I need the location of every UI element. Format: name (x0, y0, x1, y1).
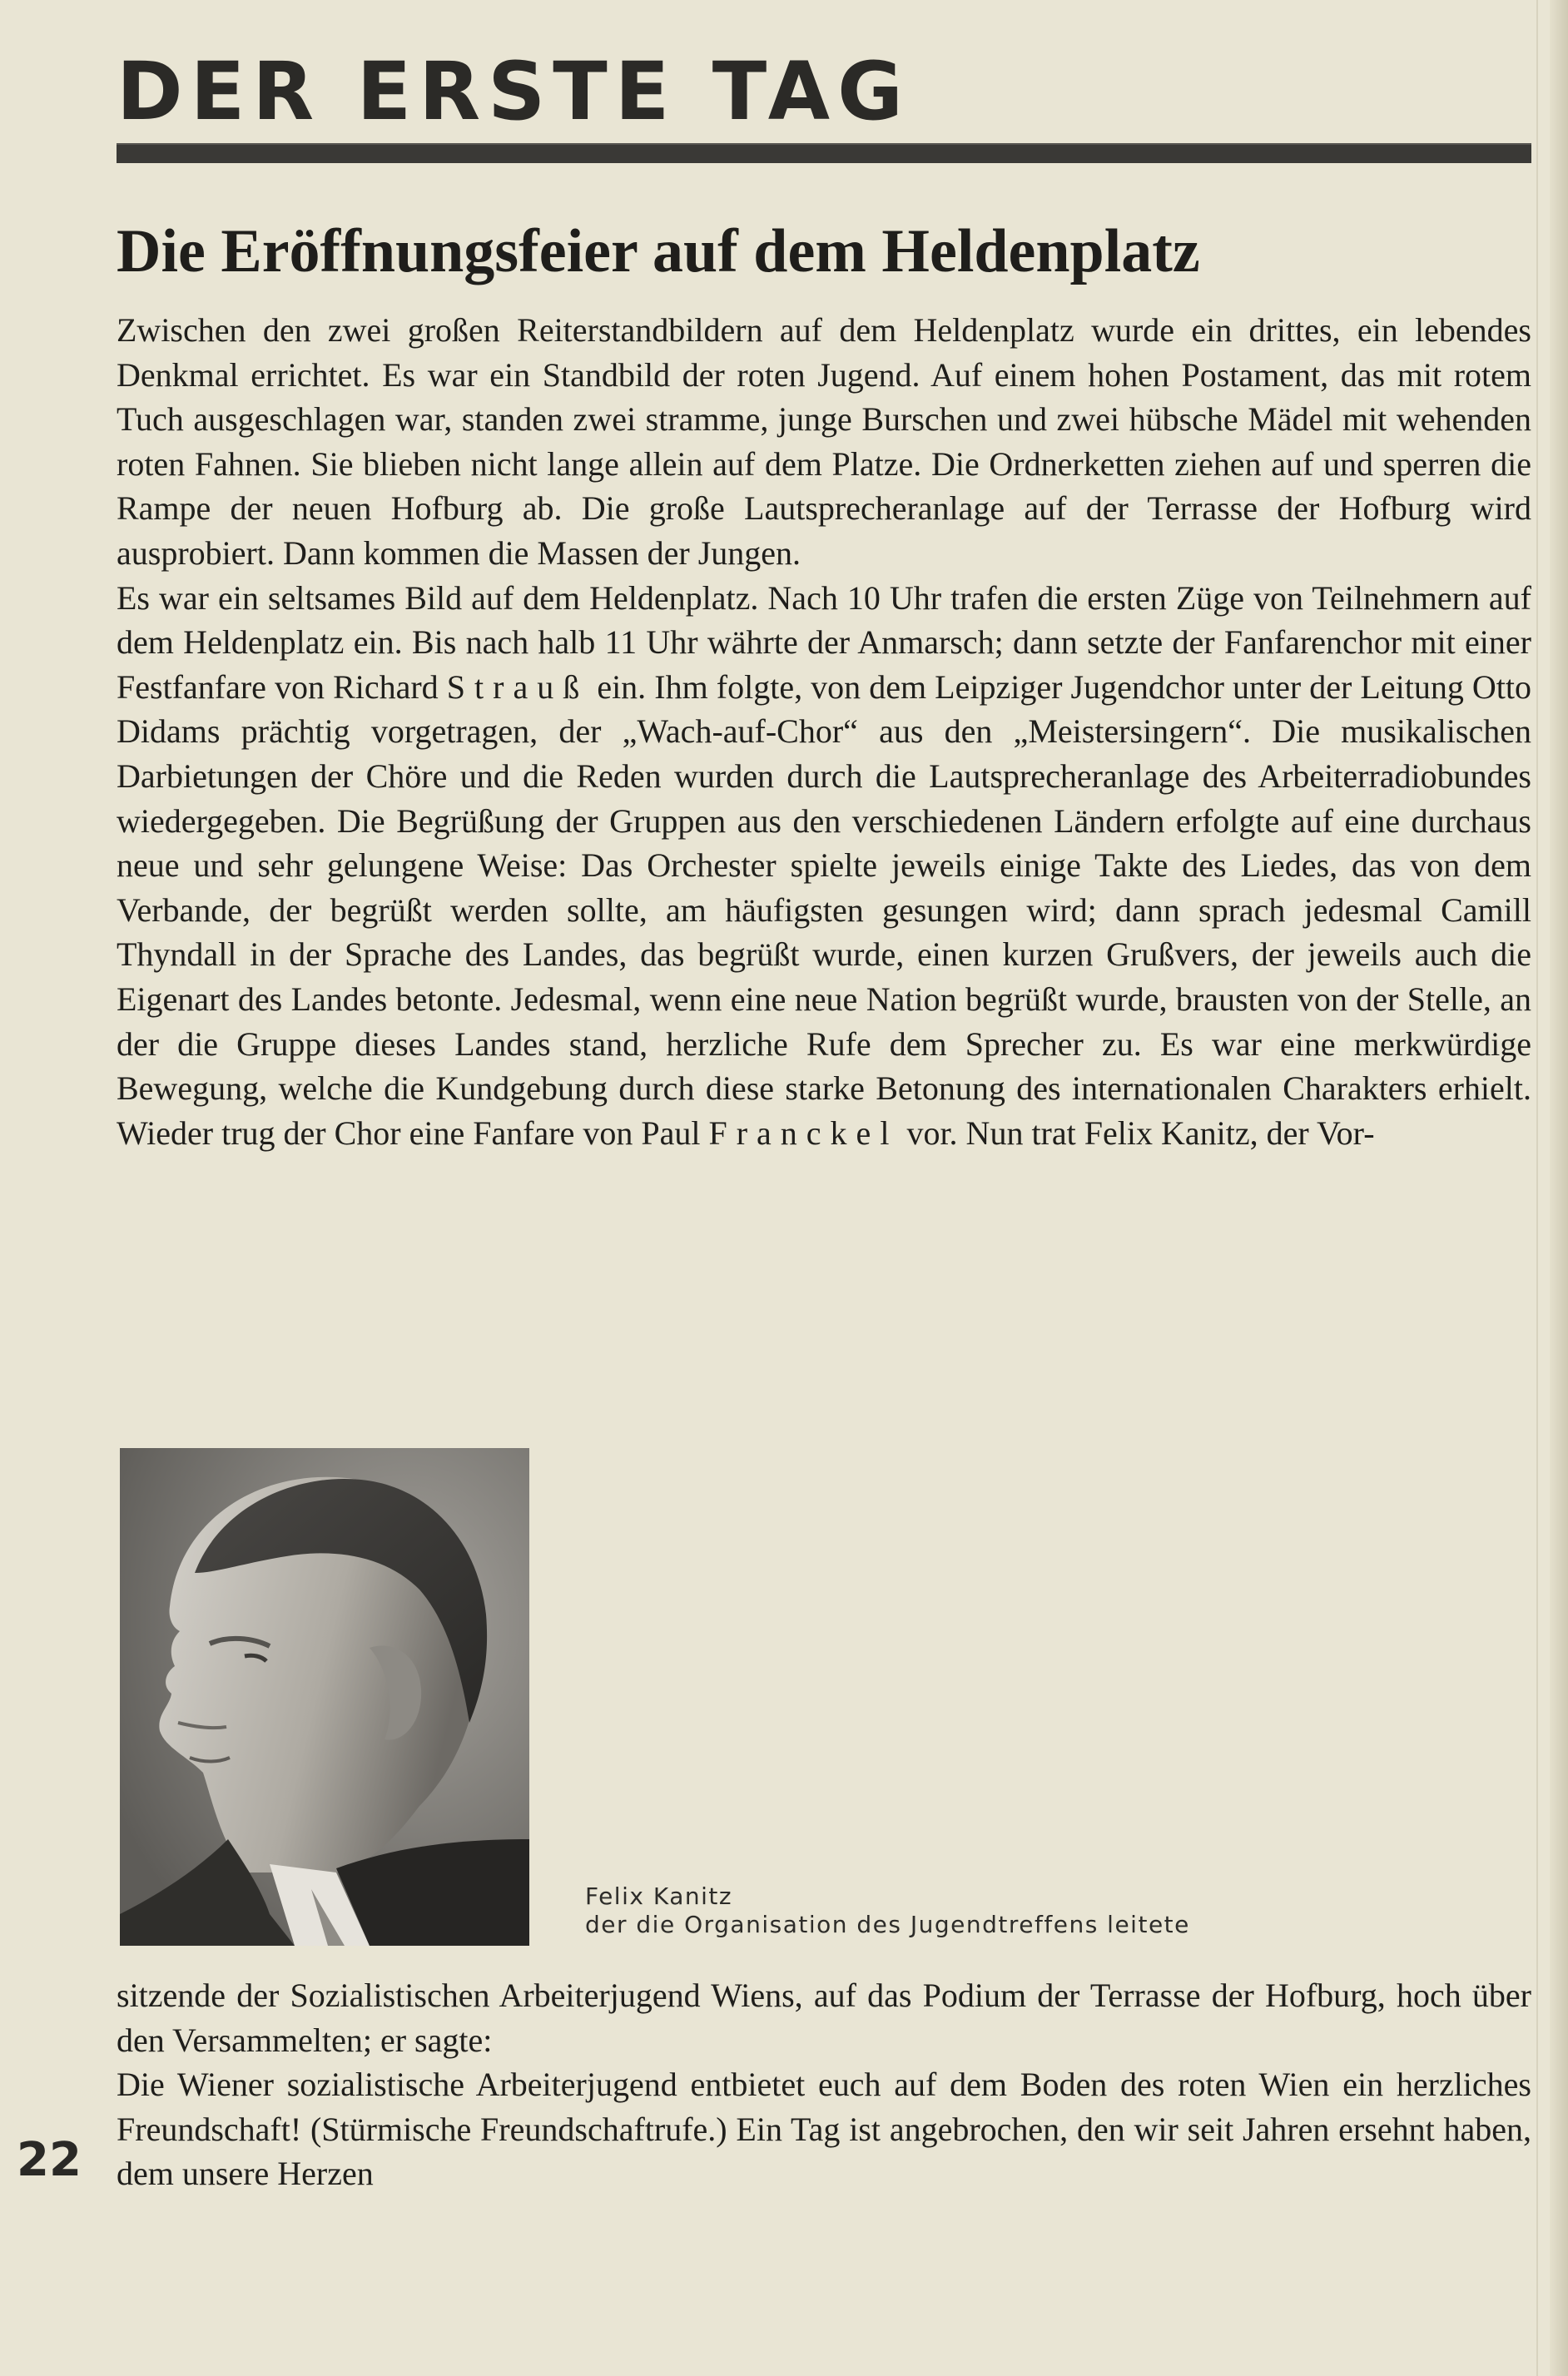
article-heading: Die Eröffnungsfeier auf dem Heldenplatz (117, 217, 1200, 285)
article-body-top (117, 308, 1531, 1155)
page-gutter-line (1536, 0, 1538, 2376)
paragraph-2-part-b: ein. Ihm folgte, von dem Leipziger Jugendchor unter der Leitung Otto Didams prächtig vorgetragen, der „Wach-auf-Chor“ aus den „Meistersingern“. Die musikalischen Darbietungen der Chöre und die Reden wurden durch die Lautsprecheranlage des Arbeiterradiobundes wiedergegeben. Die Begrüßung der Gruppen aus den verschiedenen Ländern erfolgte auf eine durchaus neue und sehr gelungene Weise: Das Orchester spielte jeweils einige Takte des Liedes, das von dem Verbande, der begrüßt werden sollte, am häufigsten gesungen wird; dann sprach jedesmal Camill Thyndall in der Sprache des Landes, das begrüßt wurde, einen kurzen Grußvers, der jeweils auch die Eigenart des Landes betonte. Jedesmal, wenn eine neue Nation begrüßt wurde, brausten von der Stelle, an der die Gruppe dieses Landes stand, herzliche Rufe dem Sprecher zu. Es war eine merkwürdige Bewegung, welche die Kundgebung durch diese starke Betonung des internationalen Charakters erhielt. Wieder trug der Chor eine Fanfare von Paul (117, 667, 1532, 1152)
paragraph-4: Die Wiener sozialistische Arbeiterjugend entbietet euch auf dem Boden des roten Wien ein herzliches Freundschaft! (Stürmische Freundschaftrufe.) Ein Tag ist angebrochen, den wir seit Jahren ersehnt haben, dem unsere Herzen (117, 2066, 1531, 2193)
paragraph-2-part-a: Es war ein seltsames Bild auf dem Heldenplatz. Nach 10 Uhr trafen die ersten Züge von Teilnehmern auf dem Heldenplatz ein. Bis nach halb 11 Uhr währte der Anmarsch; dann setzte der Fanfarenchor mit einer Festfanfare von Richard (117, 578, 1531, 706)
title-underline-bar (117, 143, 1531, 163)
caption-description: der die Organisation des Jugendtreffens leitete (585, 1911, 1190, 1938)
caption-name: Felix Kanitz (585, 1882, 733, 1910)
paragraph-3: sitzende der Sozialistischen Arbeiterjugend Wiens, auf das Podium der Terrasse der Hofburg, hoch über den Versammelten; er sagte: (117, 1977, 1531, 2059)
page-edge-shadow (1550, 0, 1568, 2376)
paragraph-2 (117, 576, 1531, 1156)
page-number: 22 (17, 2133, 82, 2187)
paragraph-1: Zwischen den zwei großen Reiterstandbildern auf dem Heldenplatz wurde ein drittes, ein lebendes Denkmal errichtet. Es war ein Standbild der roten Jugend. Auf einem hohen Postament, das mit rotem Tuch ausgeschlagen war, standen zwei stramme, junge Burschen und zwei hübsche Mädel mit wehenden roten Fahnen. Sie blieben nicht lange allein auf dem Platze. Die Ordnerketten ziehen auf und sperren die Rampe der neuen Hofburg ab. Die große Lautsprecheranlage auf der Terrasse der Hofburg wird ausprobiert. Dann kommen die Massen der Jungen. (117, 311, 1531, 572)
article-body-bottom (117, 1973, 1531, 2196)
spaced-name-franckel: Franckel (708, 1114, 899, 1152)
section-title: DER ERSTE TAG (117, 45, 911, 138)
photo-caption (585, 1882, 1190, 1939)
portrait-photo (120, 1448, 529, 1946)
spaced-name-strauss: Strauß (446, 667, 589, 706)
paragraph-2-part-c: vor. Nun trat Felix Kanitz, der Vor- (906, 1114, 1375, 1152)
